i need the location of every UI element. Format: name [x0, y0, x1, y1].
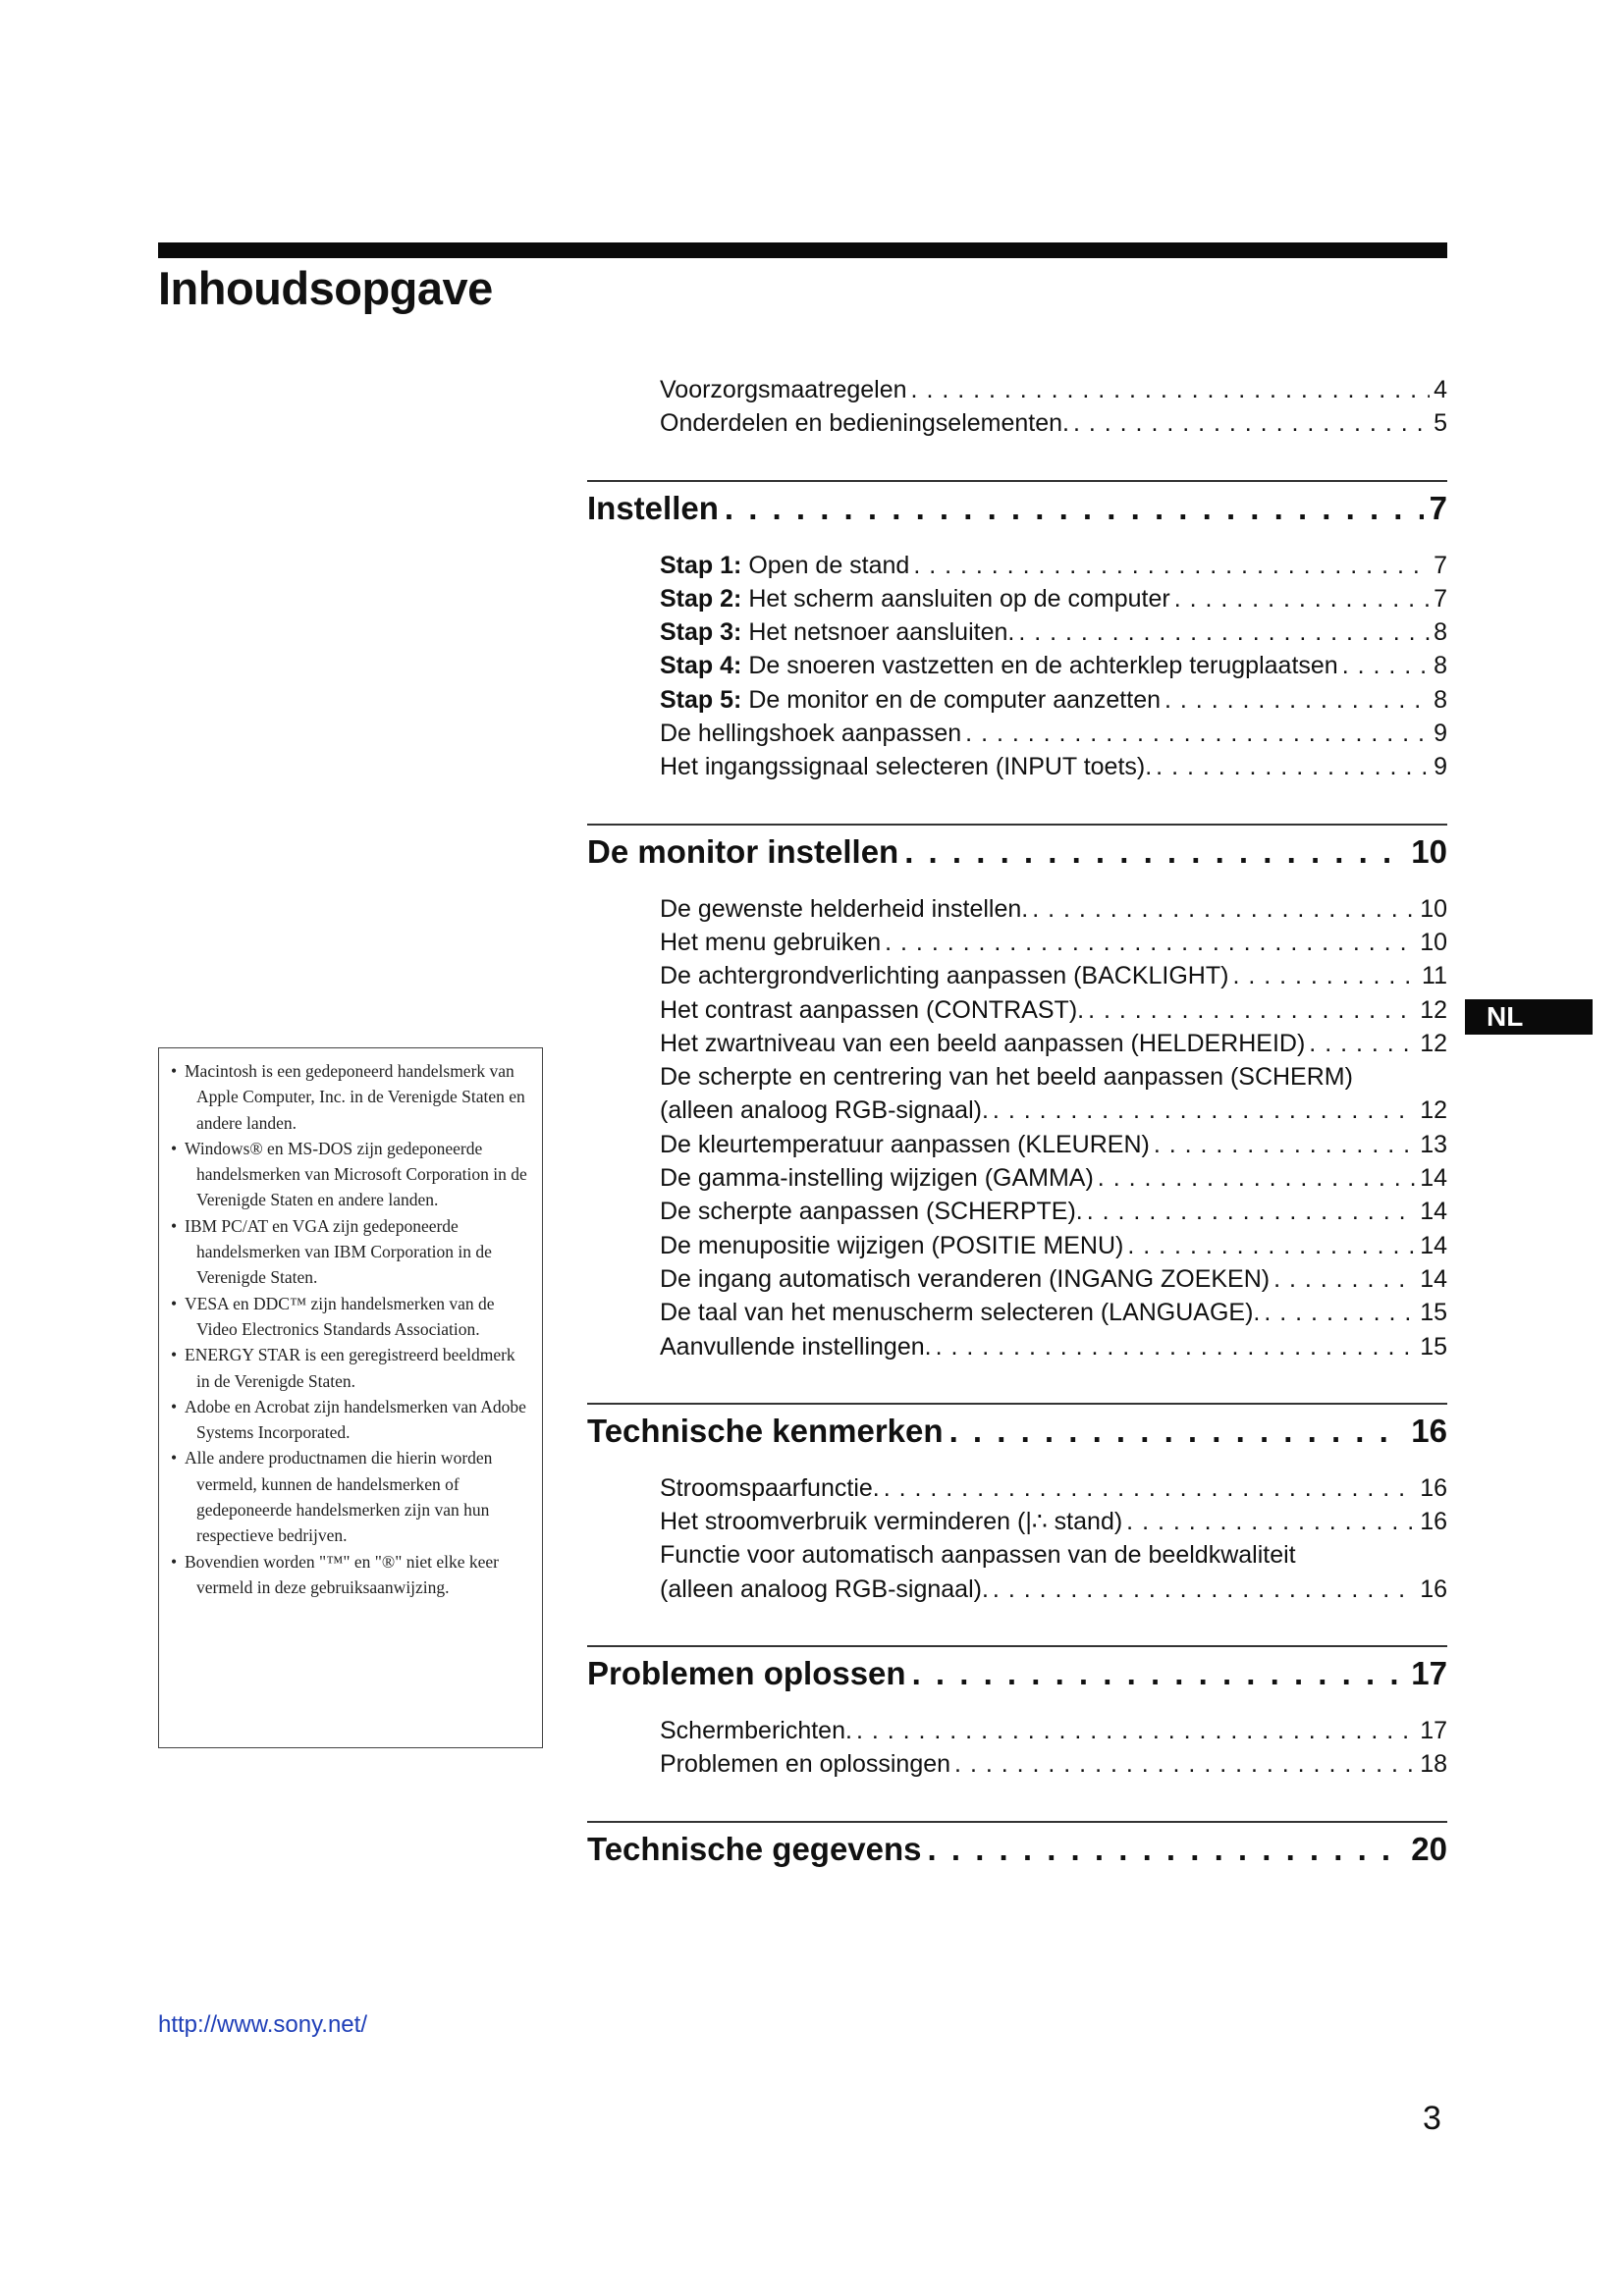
toc-entry[interactable] — [660, 373, 1447, 406]
toc-entry-page: 17 — [1420, 1717, 1447, 1745]
trademark-item: • Adobe en Acrobat zijn handelsmerken van Adobe Systems Incorporated. — [171, 1396, 526, 1443]
toc-entry-text: Voorzorgsmaatregelen — [660, 376, 907, 403]
toc-entry-page: 7 — [1434, 584, 1447, 613]
leader-dots — [949, 1409, 1406, 1454]
section-page: 16 — [1411, 1412, 1447, 1449]
toc-entry[interactable] — [660, 1538, 1447, 1572]
section-heading[interactable] — [587, 486, 1447, 531]
toc-entry-page: 12 — [1420, 995, 1447, 1024]
leader-dots — [1342, 649, 1430, 682]
toc-entry-text: De gamma-instelling wijzigen (GAMMA) — [660, 1164, 1094, 1193]
toc-entry-page: 15 — [1420, 1332, 1447, 1361]
toc-entry[interactable] — [660, 649, 1447, 682]
section-page: 17 — [1411, 1655, 1447, 1692]
section-page: 10 — [1411, 832, 1447, 870]
toc-entry-page: 14 — [1420, 1164, 1447, 1193]
toc-entry-text: De snoeren vastzetten en de achterklep terugplaatsen — [748, 652, 1338, 680]
toc-entry-page: 12 — [1420, 1029, 1447, 1057]
trademark-text: Macintosh is een gedeponeerd handelsmerk van Apple Computer, Inc. in de Verenigde Staten en andere landen. — [185, 1061, 525, 1133]
toc-entry[interactable] — [660, 750, 1447, 783]
toc-entry-text: De gewenste helderheid instellen. — [660, 894, 1029, 923]
toc-entry-page: 10 — [1420, 928, 1447, 956]
toc-entry[interactable] — [660, 683, 1447, 717]
toc-entry-text: Het zwartniveau van een beeld aanpassen (HELDERHEID) — [660, 1029, 1306, 1057]
leader-dots — [725, 486, 1424, 531]
toc-entry-page: 16 — [1420, 1473, 1447, 1502]
leader-dots — [1018, 615, 1430, 649]
leader-dots — [884, 1471, 1416, 1505]
toc-entry[interactable] — [660, 549, 1447, 582]
toc-entry[interactable] — [660, 1060, 1447, 1094]
step-label: Stap 1: — [660, 551, 742, 579]
toc-entry-text: De menupositie wijzigen (POSITIE MENU) — [660, 1231, 1124, 1259]
toc-entry-page: 9 — [1434, 753, 1447, 781]
toc-entry[interactable] — [660, 1714, 1447, 1747]
toc-entry-text: Het scherm aansluiten op de computer — [748, 584, 1170, 613]
toc-entry-text: Functie voor automatisch aanpassen van de beeldkwaliteit — [660, 1541, 1296, 1570]
leader-dots — [856, 1714, 1416, 1747]
section-title: Problemen oplossen — [587, 1655, 906, 1692]
toc-entry-text: Aanvullende instellingen. — [660, 1332, 932, 1361]
leader-dots — [993, 1573, 1416, 1606]
leader-dots — [912, 1651, 1406, 1696]
toc-entry[interactable] — [660, 1505, 1447, 1538]
toc-entry-page: 5 — [1434, 409, 1447, 438]
trademark-text: IBM PC/AT en VGA zijn gedeponeerde handelsmerken van IBM Corporation in de Verenigde Staten. — [185, 1215, 492, 1288]
toc-entry-text: Het netsnoer aansluiten. — [748, 618, 1015, 647]
toc-entry-page: 16 — [1420, 1508, 1447, 1536]
toc-entry-page: 15 — [1420, 1299, 1447, 1327]
toc-entry-page: 9 — [1434, 720, 1447, 748]
leader-dots — [911, 373, 1431, 406]
toc-entry[interactable] — [660, 892, 1447, 926]
toc-entry[interactable] — [660, 582, 1447, 615]
toc-entry-page: 14 — [1420, 1198, 1447, 1226]
toc-entry[interactable] — [660, 1094, 1447, 1127]
toc-entry-page: 18 — [1420, 1750, 1447, 1779]
toc-entry[interactable] — [660, 1296, 1447, 1329]
leader-dots — [965, 717, 1430, 750]
leader-dots — [1088, 993, 1416, 1027]
toc-entry[interactable] — [660, 959, 1447, 992]
section-heading[interactable] — [587, 1409, 1447, 1454]
toc-entry-text: Open de stand — [748, 551, 910, 579]
trademark-text: ENERGY STAR is een geregistreerd beeldmerk in de Verenigde Staten. — [185, 1345, 515, 1391]
leader-dots — [954, 1747, 1416, 1781]
toc-entry-text: De hellingshoek aanpassen — [660, 720, 962, 748]
trademark-item: • ENERGY STAR is een geregistreerd beeldmerk in de Verenigde Staten. — [171, 1345, 515, 1391]
leader-dots — [1309, 1027, 1416, 1060]
toc-entry-text: De scherpte aanpassen (SCHERPTE). — [660, 1198, 1083, 1226]
toc-section-technische-gegevens — [587, 1821, 1447, 1872]
toc-entry[interactable] — [660, 1573, 1447, 1606]
toc-entry-page: 8 — [1434, 618, 1447, 647]
leader-dots — [904, 829, 1405, 875]
toc-entry[interactable] — [660, 993, 1447, 1027]
leader-dots — [1073, 406, 1430, 440]
leader-dots — [885, 926, 1416, 959]
leader-dots — [1087, 1195, 1416, 1228]
toc-entry-text: (alleen analoog RGB-signaal). — [660, 1575, 989, 1603]
step-label: Stap 5: — [660, 685, 742, 714]
toc-entry-page: 4 — [1434, 376, 1447, 403]
page-title: Inhoudsopgave — [158, 262, 493, 314]
toc-entry-text: De monitor en de computer aanzetten — [748, 685, 1162, 714]
toc-entry-text: Schermberichten. — [660, 1717, 852, 1745]
sony-website-link[interactable]: http://www.sony.net/ — [158, 2011, 367, 2038]
language-tab: NL — [1465, 999, 1593, 1035]
trademark-item: • IBM PC/AT en VGA zijn gedeponeerde handelsmerken van IBM Corporation in de Verenigde Staten. — [171, 1215, 492, 1288]
section-title: Technische gegevens — [587, 1830, 922, 1867]
toc-entry-page: 12 — [1420, 1096, 1447, 1125]
toc-entry[interactable] — [660, 1195, 1447, 1228]
toc-entry[interactable] — [660, 1471, 1447, 1505]
trademark-text: Windows® en MS-DOS zijn gedeponeerde handelsmerken van Microsoft Corporation in de Verenigde Staten en andere landen. — [185, 1138, 527, 1210]
toc-entry-page: 14 — [1420, 1231, 1447, 1259]
toc-entry-text: (alleen analoog RGB-signaal). — [660, 1096, 989, 1125]
leader-dots — [1164, 683, 1430, 717]
toc-entry[interactable] — [660, 1330, 1447, 1363]
toc-entry-text: De taal van het menuscherm selecteren (LANGUAGE). — [660, 1299, 1261, 1327]
section-page: 20 — [1411, 1830, 1447, 1867]
leader-dots — [1156, 750, 1430, 783]
leader-dots — [1032, 892, 1416, 926]
trademark-item: • Bovendien worden "™" en "®" niet elke keer vermeld in deze gebruiksaanwijzing. — [171, 1551, 499, 1597]
section-title: Technische kenmerken — [587, 1412, 944, 1449]
trademark-text: Alle andere productnamen die hierin worden vermeld, kunnen de handelsmerken of gedeponeerde handelsmerken zijn van hun respectieve bedrijven. — [185, 1448, 493, 1546]
page-number: 3 — [1423, 2100, 1441, 2137]
leader-dots — [936, 1330, 1417, 1363]
toc-entry-page: 14 — [1420, 1264, 1447, 1293]
toc-entry-page: 8 — [1434, 685, 1447, 714]
toc-entry-text: Stroomspaarfunctie. — [660, 1473, 880, 1502]
trademark-item: • Alle andere productnamen die hierin worden vermeld, kunnen de handelsmerken of gedeponeerde handelsmerken zijn van hun respectieve bedrijven. — [171, 1448, 493, 1546]
toc-entry-text: Het stroomverbruik verminderen (|∴ stand) — [660, 1508, 1123, 1536]
toc-entry-text: De ingang automatisch veranderen (INGANG ZOEKEN) — [660, 1264, 1271, 1293]
toc-section-problemen-oplossen — [587, 1645, 1447, 1782]
toc-entry-page: 10 — [1420, 894, 1447, 923]
toc-entry-text: Het menu gebruiken — [660, 928, 882, 956]
step-label: Stap 3: — [660, 618, 742, 647]
trademark-text: Adobe en Acrobat zijn handelsmerken van Adobe Systems Incorporated. — [185, 1396, 526, 1443]
toc-entry[interactable] — [660, 615, 1447, 649]
toc-entry[interactable] — [660, 406, 1447, 440]
trademark-notice-box — [158, 1047, 543, 1748]
section-title: De monitor instellen — [587, 832, 899, 870]
step-label: Stap 2: — [660, 584, 742, 613]
step-label: Stap 4: — [660, 652, 742, 680]
leader-dots — [1126, 1505, 1416, 1538]
trademark-item: • Windows® en MS-DOS zijn gedeponeerde handelsmerken van Microsoft Corporation in de Verenigde Staten en andere landen. — [171, 1138, 527, 1210]
leader-dots — [1154, 1128, 1416, 1161]
section-title: Instellen — [587, 489, 719, 526]
toc-entry-text: Problemen en oplossingen — [660, 1750, 951, 1779]
toc-entry-text: De kleurtemperatuur aanpassen (KLEUREN) — [660, 1130, 1150, 1158]
toc-entry-text: De scherpte en centrering van het beeld aanpassen (SCHERM) — [660, 1063, 1353, 1092]
toc-entry-page: 8 — [1434, 652, 1447, 680]
trademark-text: VESA en DDC™ zijn handelsmerken van de Video Electronics Standards Association. — [185, 1293, 495, 1339]
toc-entry-text: Het contrast aanpassen (CONTRAST). — [660, 995, 1085, 1024]
toc-entry[interactable] — [660, 1747, 1447, 1781]
leader-dots — [1264, 1296, 1416, 1329]
toc-entry[interactable] — [660, 1027, 1447, 1060]
trademark-item: • Macintosh is een gedeponeerd handelsmerk van Apple Computer, Inc. in de Verenigde Staten en andere landen. — [171, 1061, 525, 1133]
toc-section-technische-kenmerken — [587, 1403, 1447, 1606]
leader-dots — [913, 549, 1430, 582]
leader-dots — [993, 1094, 1416, 1127]
toc-entry[interactable] — [660, 926, 1447, 959]
toc-entry-page: 7 — [1434, 551, 1447, 579]
leader-dots — [1127, 1229, 1416, 1262]
table-of-contents — [587, 373, 1447, 1890]
toc-section-monitor-instellen — [587, 824, 1447, 1363]
toc-entry[interactable] — [660, 717, 1447, 750]
toc-intro — [587, 373, 1447, 441]
leader-dots — [1273, 1262, 1416, 1296]
toc-entry-page: 13 — [1420, 1130, 1447, 1158]
toc-entry[interactable] — [660, 1128, 1447, 1161]
leader-dots — [1098, 1161, 1416, 1195]
trademark-text: Bovendien worden "™" en "®" niet elke keer vermeld in deze gebruiksaanwijzing. — [185, 1551, 499, 1597]
toc-entry-page: 11 — [1422, 962, 1447, 990]
section-heading[interactable] — [587, 1827, 1447, 1872]
toc-entry-page: 16 — [1420, 1575, 1447, 1603]
leader-dots — [1232, 959, 1418, 992]
section-heading[interactable] — [587, 1651, 1447, 1696]
toc-entry[interactable] — [660, 1262, 1447, 1296]
toc-entry-text: Onderdelen en bedieningselementen. — [660, 409, 1069, 438]
leader-dots — [1174, 582, 1430, 615]
toc-entry-text: Het ingangssignaal selecteren (INPUT toets). — [660, 753, 1153, 781]
toc-section-instellen — [587, 480, 1447, 784]
trademark-item: • VESA en DDC™ zijn handelsmerken van de Video Electronics Standards Association. — [171, 1293, 495, 1339]
leader-dots — [928, 1827, 1406, 1872]
title-rule — [158, 242, 1447, 258]
section-page: 7 — [1429, 489, 1447, 526]
section-heading[interactable] — [587, 829, 1447, 875]
toc-entry[interactable] — [660, 1229, 1447, 1262]
toc-entry-text: De achtergrondverlichting aanpassen (BACKLIGHT) — [660, 962, 1229, 990]
toc-entry[interactable] — [660, 1161, 1447, 1195]
